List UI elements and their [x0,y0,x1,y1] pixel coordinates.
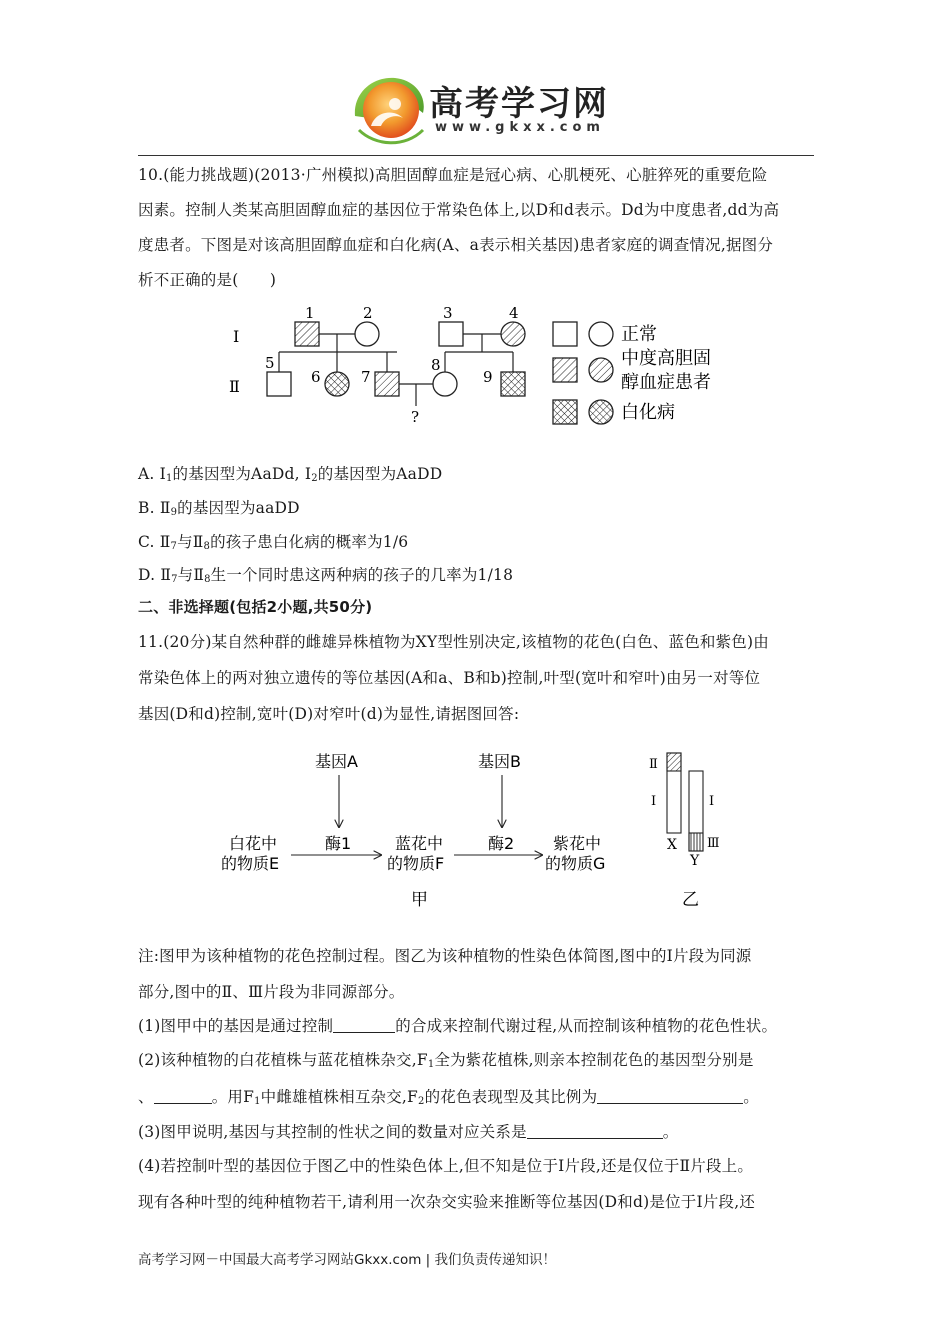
sub-question-1 [138,1014,777,1036]
header-divider [138,155,814,156]
num-5: 5 [265,354,275,372]
sub-q2c-text-e: 。 [743,1088,759,1106]
gene-b-label: 基因B [478,752,521,771]
q11-line-3: 基因(D和d)控制,宽叶(D)对窄叶(d)为显性,请据图回答: [138,705,520,723]
sub-q3-text-b: 。 [662,1123,679,1141]
logo-emblem-icon [345,68,435,150]
answer-blank-2[interactable] [154,1089,212,1104]
option-d[interactable] [138,563,513,585]
num-9: 9 [483,368,493,386]
legend-albino-label: 白化病 [621,402,675,423]
num-7: 7 [361,368,371,386]
option-c-pre: C. Ⅱ [138,533,171,551]
individual-2 [355,322,379,346]
legend-normal-label: 正常 [621,324,657,345]
enzyme-1-label: 酶1 [325,834,352,853]
num-4: 4 [509,304,519,322]
individual-3 [439,322,463,346]
segment-1-right-label: Ⅰ [709,794,715,809]
individual-9 [501,372,525,396]
option-b-pre: B. Ⅱ [138,499,171,517]
segment-3-label: Ⅲ [707,836,720,851]
q11-line-1: 11.(20分)某自然种群的雌雄异株植物为XY型性别决定,该植物的花色(白色、蓝色和紫色)由 [138,633,769,651]
q10-line-2: 因素。控制人类某高胆固醇血症的基因位于常染色体上,以D和d表示。Dd为中度患者,dd为高 [138,201,780,219]
num-3: 3 [443,304,453,322]
q10-line-1: 10.(能力挑战题)(2013·广州模拟)高胆固醇血症是冠心病、心肌梗死、心脏猝死的重要危险 [138,166,768,184]
q10-line-3: 度患者。下图是对该高胆固醇血症和白化病(A、a表示相关基因)患者家庭的调查情况,据图分 [138,236,774,254]
answer-blank-4[interactable] [527,1124,663,1139]
option-a-pre: A. Ⅰ [138,465,166,483]
legend-moderate-label-2: 醇血症患者 [621,372,711,393]
figure-a-caption: 甲 [411,890,428,910]
individual-8 [433,372,457,396]
q10-line-4: 析不正确的是( ) [138,271,277,289]
option-c-post: 的孩子患白化病的概率为1/6 [210,533,409,551]
option-d-sub2: 8 [204,574,211,585]
section-2-title: 二、非选择题(包括2小题,共50分) [138,598,373,616]
option-b-mid: 的基因型为aaDD [177,499,300,517]
sub-q2-text-b: 全为紫花植株,则亲本控制花色的基因型分别是 [434,1051,754,1069]
option-d-post: 生一个同时患这两种病的孩子的几率为1/18 [210,566,514,584]
answer-blank-3[interactable] [597,1089,743,1104]
individual-4 [501,322,525,346]
sub-q2c-text-d: 的花色表现型及其比例为 [424,1088,598,1106]
individual-5 [267,372,291,396]
option-a-sub1: 1 [165,473,173,484]
legend-moderate-label-1: 中度高胆固 [621,348,711,369]
substance-f-line1: 蓝花中 [395,834,444,853]
answer-blank-1[interactable] [333,1018,395,1033]
sub-q2c-text-b: 。用F [211,1088,255,1106]
option-c-mid: 与Ⅱ [177,533,204,551]
substance-e-line1: 白花中 [229,834,278,853]
sub-q1-text-b: 的合成来控制代谢过程,从而控制该种植物的花色性状。 [395,1017,778,1035]
legend-normal-female [589,322,613,346]
option-a-post: 的基因型为AaDD [317,465,443,483]
logo-url: www.gkxx.com [435,120,605,135]
logo [345,68,625,150]
num-6: 6 [311,368,321,386]
x-segment-2 [667,753,681,771]
sub-q2c-sub2: 2 [418,1096,425,1107]
segment-2-label: Ⅱ [649,757,658,772]
sub-q2c-sub1: 1 [254,1096,261,1107]
x-label: X [667,837,677,853]
figure-a-pathway [215,745,635,915]
legend-normal-male [553,322,577,346]
note-line-1: 注:图甲为该种植物的花色控制过程。图乙为该种植物的性染色体简图,图中的Ⅰ片段为同源 [138,947,752,965]
option-d-pre: D. Ⅱ [138,566,172,584]
option-c[interactable] [138,530,408,552]
num-8: 8 [431,356,441,374]
individual-7 [375,372,399,396]
option-c-sub2: 8 [203,541,211,552]
pedigree-chart [225,300,725,430]
sub-q2c-text-c: 中雌雄植株相互杂交,F [260,1088,419,1106]
sub-question-4-cont: 现有各种叶型的纯种植物若干,请利用一次杂交实验来推断等位基因(D和d)是位于Ⅰ片段,还 [138,1193,756,1211]
offspring-unknown: ? [411,408,420,426]
page-footer: 高考学习网－中国最大高考学习网站Gkxx.com | 我们负责传递知识！ [138,1252,557,1268]
sub-q2-sub: 1 [427,1059,435,1070]
sub-question-2 [138,1048,754,1070]
option-d-mid: 与Ⅱ [177,566,205,584]
sub-q2-text-a: (2)该种植物的白花植株与蓝花植株杂交,F [138,1051,428,1069]
sub-question-4: (4)若控制叶型的基因位于图乙中的性染色体上,但不知是位于Ⅰ片段,还是仅位于Ⅱ片段上。 [138,1157,754,1175]
legend-moderate-female [589,358,613,382]
enzyme-2-label: 酶2 [488,834,515,853]
y-label: Y [690,853,700,869]
figure-b-chromosomes [645,745,745,915]
substance-g-line1: 紫花中 [553,834,602,853]
gen-label-2: Ⅱ [229,377,240,396]
y-segment-3 [689,833,703,851]
sub-question-3 [138,1120,679,1142]
note-line-2: 部分,图中的Ⅱ、Ⅲ片段为非同源部分。 [138,983,405,1001]
option-a-mid: 的基因型为AaDd, Ⅰ [172,465,312,483]
legend-moderate-male [553,358,577,382]
q11-line-2: 常染色体上的两对独立遗传的等位基因(A和a、B和b)控制,叶型(宽叶和窄叶)由另一对等位 [138,669,761,687]
substance-e-line2: 的物质E [221,854,280,873]
substance-f-line2: 的物质F [387,854,445,873]
individual-1 [295,322,319,346]
logo-title: 高考学习网 [429,84,609,124]
option-d-sub1: 7 [171,574,178,585]
option-c-sub1: 7 [170,541,178,552]
legend-albino-male [553,400,577,424]
sub-q1-text-a: (1)图甲中的基因是通过控制 [138,1017,334,1035]
legend-albino-female [589,400,613,424]
figure-b-caption: 乙 [682,890,699,910]
individual-6 [325,372,349,396]
gene-a-label: 基因A [315,752,358,771]
sub-q2c-text-a: 、 [138,1088,154,1106]
sub-question-2-cont [138,1085,759,1107]
num-2: 2 [363,304,373,322]
option-a-sub2: 2 [311,473,318,484]
num-1: 1 [305,304,315,322]
option-b-sub1: 9 [170,507,178,518]
option-b[interactable] [138,496,300,518]
sub-q3-text-a: (3)图甲说明,基因与其控制的性状之间的数量对应关系是 [138,1123,527,1141]
substance-g-line2: 的物质G [545,854,606,873]
segment-1-left-label: Ⅰ [651,794,657,809]
option-a[interactable] [138,462,442,484]
gen-label-1: Ⅰ [233,327,240,346]
